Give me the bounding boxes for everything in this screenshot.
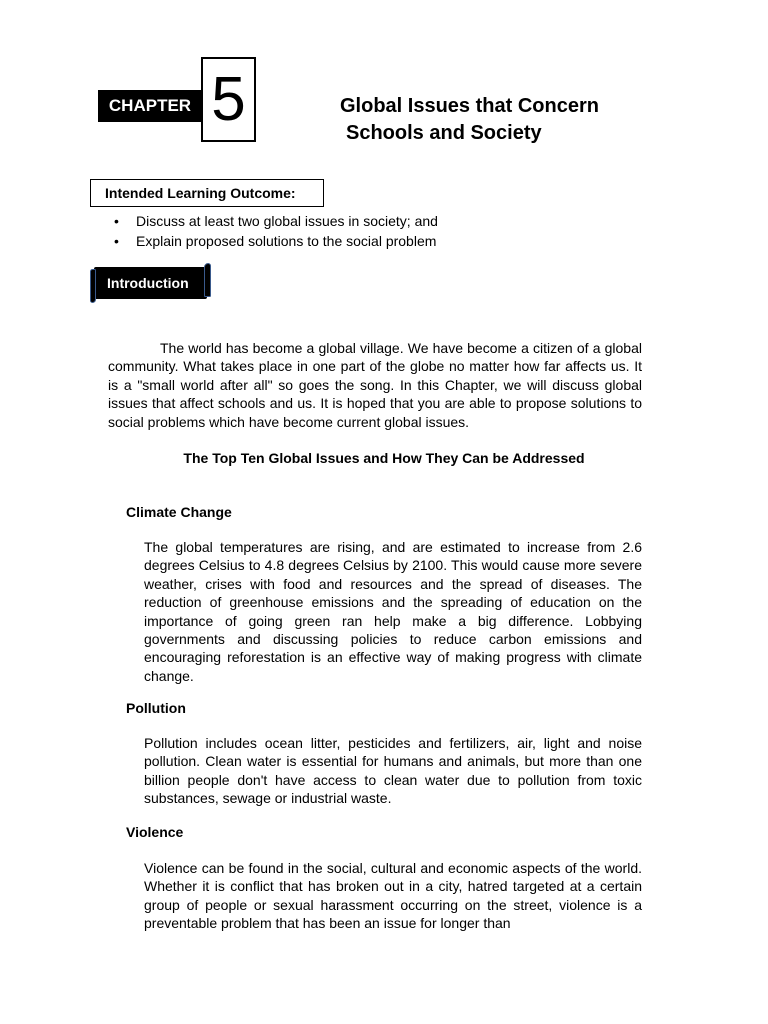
introduction-paragraph: The world has become a global village. We have become a citizen of a global community. What takes place in one part of the globe no matter how far affects us. It is a "small world after all" so goes the song. In this Chapter, we will discuss global issues that affect schools and us. It is hoped that you are able to propose solutions to social problems which have become current global issues.	[108, 340, 642, 430]
learning-outcome-item: • Explain proposed solutions to the social problem	[110, 231, 438, 251]
topic-body-climate-change: The global temperatures are rising, and are estimated to increase from 2.6 degrees Celsius to 4.8 degrees Celsius by 2100. This would cause more severe weather, crises with food and resources and the spread of diseases. The reduction of greenhouse emissions and the spreading of education on the importance of going green ran help make a big difference. Lobbying governments and discussing policies to reduce carbon emissions and encouraging reforestation is an effective way of making progress with climate change.	[144, 539, 642, 684]
learning-outcome-heading: Intended Learning Outcome:	[90, 179, 324, 207]
learning-outcome-list	[110, 211, 438, 251]
chapter-number-box	[201, 57, 256, 142]
chapter-number: 5	[211, 65, 246, 134]
introduction-banner	[90, 263, 211, 303]
topic-heading-climate-change: Climate Change	[126, 504, 232, 520]
chapter-title-line-2: Schools and Society	[346, 122, 542, 144]
introduction-label: Introduction	[107, 275, 189, 291]
section-heading	[0, 449, 768, 467]
topic-heading-violence: Violence	[126, 824, 184, 840]
chapter-label: CHAPTER	[98, 90, 202, 122]
topic-body-violence: Violence can be found in the social, cultural and economic aspects of the world. Whether it is conflict that has broken out in a city, hatred targeted at a certain group of people or sexual harassment occurring on the street, violence is a preventable problem that has been an issue for longer than	[144, 860, 642, 932]
section-heading-text: The Top Ten Global Issues and How They Can be Addressed	[183, 450, 585, 466]
chapter-title-line-1: Global Issues that Concern	[340, 95, 599, 117]
banner-left-curl	[90, 269, 96, 303]
topic-body-pollution: Pollution includes ocean litter, pesticides and fertilizers, air, light and noise pollution. Clean water is essential for humans and animals, but more than one billion people don't have access to clean water due to pollution from toxic substances, sewage or industrial waste.	[144, 735, 642, 807]
learning-outcome-item: • Discuss at least two global issues in society; and	[110, 211, 438, 231]
chapter-title	[340, 93, 670, 147]
topic-heading-pollution: Pollution	[126, 700, 186, 716]
banner-right-curl	[204, 263, 211, 297]
